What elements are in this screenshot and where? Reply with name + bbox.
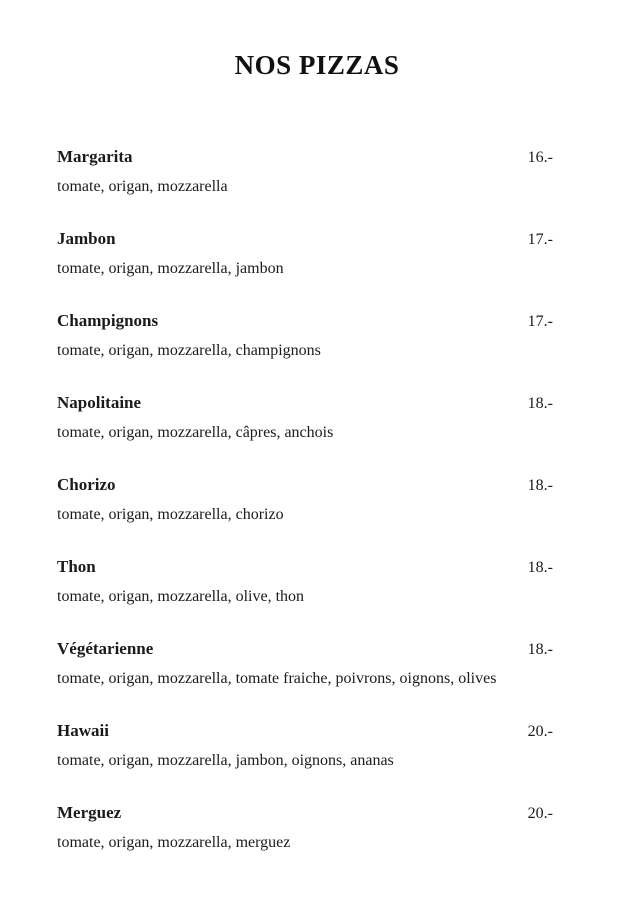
item-description: tomate, origan, mozzarella, champignons bbox=[57, 342, 321, 359]
item-description: tomate, origan, mozzarella, chorizo bbox=[57, 506, 284, 523]
menu-item-head bbox=[57, 803, 553, 824]
menu-item-thon bbox=[57, 557, 553, 607]
menu-item-head bbox=[57, 147, 553, 168]
menu-item-head bbox=[57, 557, 553, 578]
menu-item-head bbox=[57, 721, 553, 742]
item-description: tomate, origan, mozzarella, olive, thon bbox=[57, 588, 305, 605]
item-name: Jambon bbox=[57, 229, 116, 248]
page-title: NOS PIZZAS bbox=[234, 50, 400, 80]
menu-item-head bbox=[57, 229, 553, 250]
item-price: 17.- bbox=[527, 231, 553, 248]
menu-item-head bbox=[57, 393, 553, 414]
menu-item-napolitaine bbox=[57, 393, 553, 443]
item-price: 18.- bbox=[527, 395, 553, 412]
item-description: tomate, origan, mozzarella bbox=[57, 178, 228, 195]
item-name: Margarita bbox=[57, 147, 133, 166]
menu-item-head bbox=[57, 475, 553, 496]
menu-item-head bbox=[57, 311, 553, 332]
menu-item-chorizo bbox=[57, 475, 553, 525]
item-price: 17.- bbox=[527, 313, 553, 330]
item-description: tomate, origan, mozzarella, tomate fraiche, poivrons, oignons, olives bbox=[57, 670, 497, 687]
menu-item-margarita bbox=[57, 147, 553, 197]
item-price: 18.- bbox=[527, 477, 553, 494]
item-description: tomate, origan, mozzarella, merguez bbox=[57, 834, 291, 851]
menu-item-champignons bbox=[57, 311, 553, 361]
menu-item-vegetarienne bbox=[57, 639, 553, 689]
menu-item-jambon bbox=[57, 229, 553, 279]
item-price: 18.- bbox=[527, 559, 553, 576]
item-price: 18.- bbox=[527, 641, 553, 658]
menu-item-hawaii bbox=[57, 721, 553, 771]
item-name: Thon bbox=[57, 557, 96, 576]
item-price: 16.- bbox=[527, 149, 553, 166]
item-description: tomate, origan, mozzarella, jambon, oignons, ananas bbox=[57, 752, 394, 769]
item-name: Napolitaine bbox=[57, 393, 142, 412]
item-name: Hawaii bbox=[57, 721, 109, 740]
menu-item-merguez bbox=[57, 803, 553, 853]
menu-list bbox=[57, 147, 553, 853]
item-name: Champignons bbox=[57, 311, 159, 330]
item-name: Merguez bbox=[57, 803, 122, 822]
item-description: tomate, origan, mozzarella, jambon bbox=[57, 260, 284, 277]
item-name: Chorizo bbox=[57, 475, 116, 494]
item-price: 20.- bbox=[527, 723, 553, 740]
menu-item-head bbox=[57, 639, 553, 660]
item-description: tomate, origan, mozzarella, câpres, anchois bbox=[57, 424, 334, 441]
item-price: 20.- bbox=[527, 805, 553, 822]
item-name: Végétarienne bbox=[57, 639, 154, 658]
